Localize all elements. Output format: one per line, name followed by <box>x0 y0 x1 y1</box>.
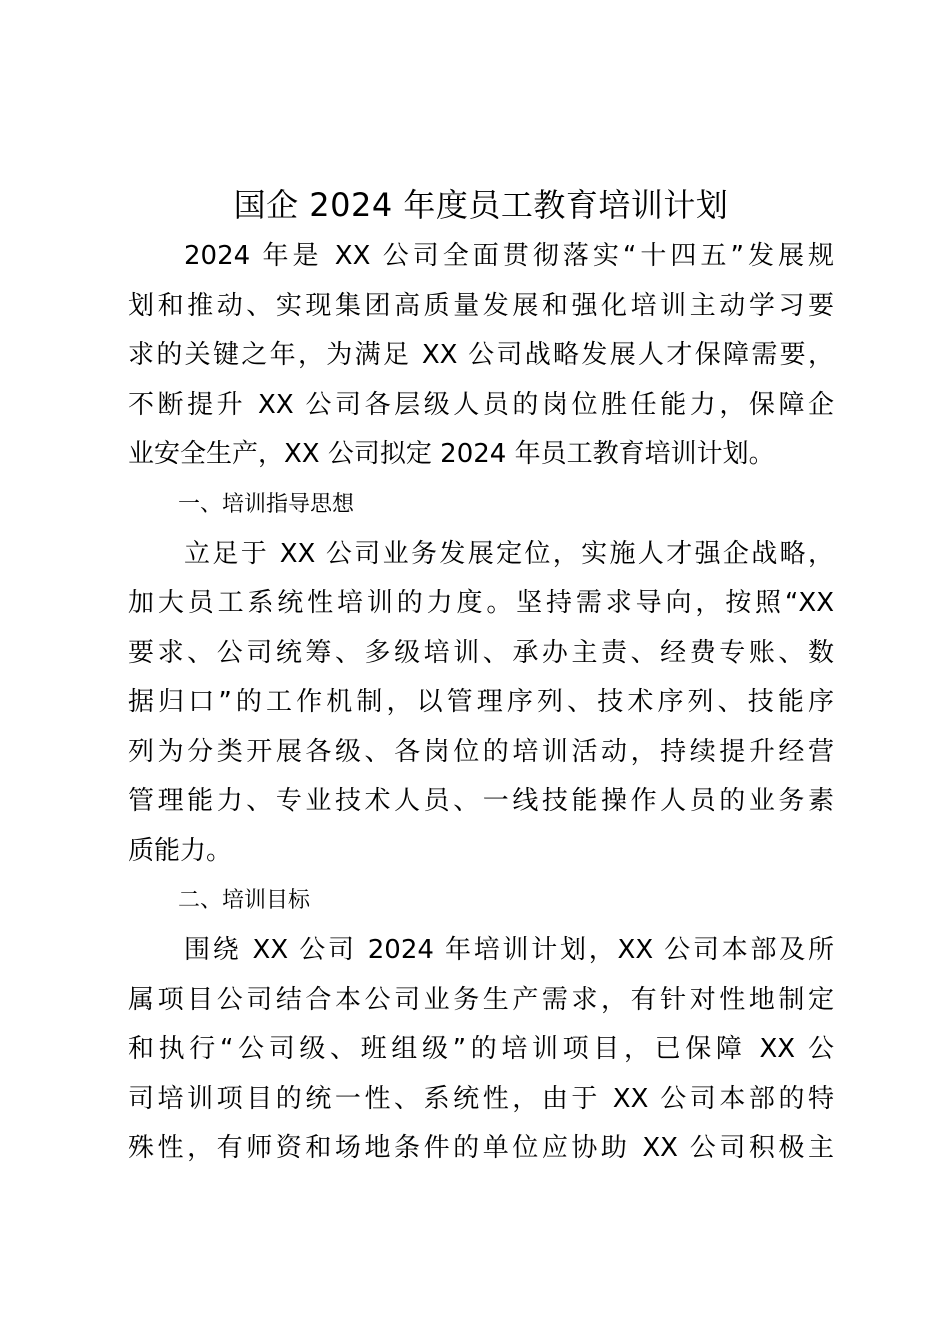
section1-line: 立足于 XX 公司业务发展定位，实施人才强企战略， <box>184 538 834 569</box>
document-title: 国企 2024 年度员工教育培训计划 <box>233 186 729 224</box>
section2-line: 殊性，有师资和场地条件的单位应协助 XX 公司积极主 <box>128 1133 834 1163</box>
section1-line: 列为分类开展各级、各岗位的培训活动，持续提升经营 <box>128 736 834 767</box>
intro-line: 2024 年是 XX 公司全面贯彻落实“十四五”发展规 <box>184 241 834 271</box>
section1-line: 管理能力、专业技术人员、一线技能操作人员的业务素 <box>128 786 834 816</box>
section1-heading: 一、培训指导思想 <box>178 491 355 517</box>
section2-line: 围绕 XX 公司 2024 年培训计划，XX 公司本部及所 <box>184 935 834 965</box>
section1-line: 加大员工系统性培训的力度。坚持需求导向，按照“XX <box>128 588 834 618</box>
section1-line: 质能力。 <box>128 835 233 866</box>
section1-line: 据归口”的工作机制，以管理序列、技术序列、技能序 <box>128 687 834 717</box>
section2-line: 和执行“公司级、班组级”的培训项目，已保障 XX 公 <box>128 1034 834 1064</box>
section2-line: 司培训项目的统一性、系统性，由于 XX 公司本部的特 <box>128 1083 834 1114</box>
document-page <box>128 178 834 1174</box>
intro-line: 求的关键之年，为满足 XX 公司战略发展人才保障需要， <box>128 340 834 370</box>
section1-paragraph <box>128 530 834 877</box>
intro-line: 划和推动、实现集团高质量发展和强化培训主动学习要 <box>128 290 834 321</box>
section2-heading: 二、培训目标 <box>178 888 311 913</box>
intro-paragraph <box>128 232 834 480</box>
section2-paragraph <box>128 926 834 1174</box>
intro-line: 不断提升 XX 公司各层级人员的岗位胜任能力，保障企 <box>128 389 834 420</box>
intro-line: 业安全生产，XX 公司拟定 2024 年员工教育培训计划。 <box>128 439 775 469</box>
section2-line: 属项目公司结合本公司业务生产需求，有针对性地制定 <box>128 984 834 1015</box>
section1-line: 要求、公司统筹、多级培训、承办主责、经费专账、数 <box>128 637 834 668</box>
